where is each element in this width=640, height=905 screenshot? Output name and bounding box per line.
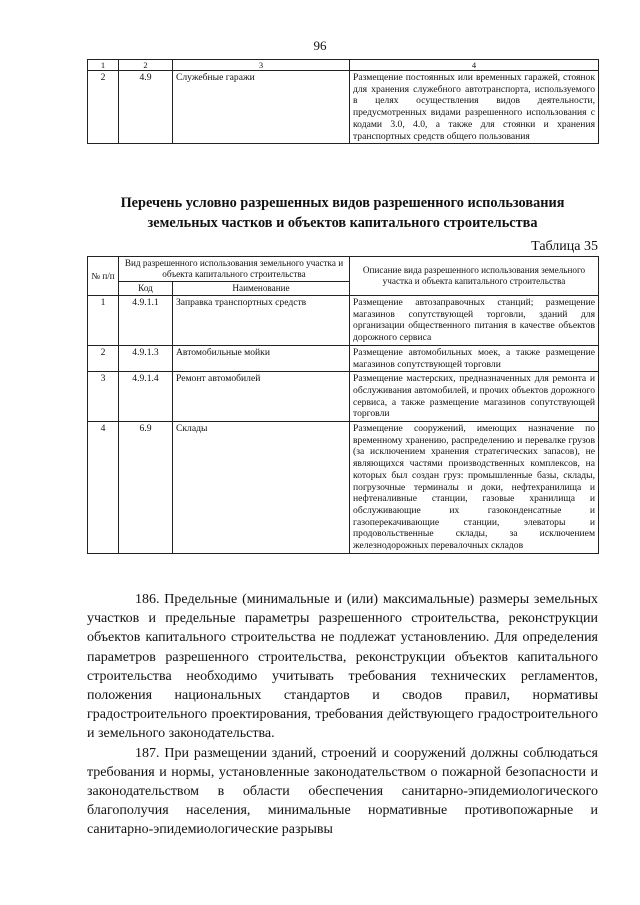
table-row bbox=[88, 296, 599, 346]
column-number: 4 bbox=[350, 60, 599, 71]
table-header-row bbox=[88, 257, 599, 282]
header-description: Описание вида разрешенного использования земельного участка и объекта капитального строительства bbox=[350, 257, 599, 296]
row-number: 1 bbox=[88, 296, 119, 346]
table-column-numbers bbox=[88, 60, 599, 71]
row-code: 6.9 bbox=[119, 422, 173, 554]
table-conditional-uses bbox=[87, 256, 599, 554]
header-code: Код bbox=[119, 282, 173, 296]
row-number: 4 bbox=[88, 422, 119, 554]
row-code: 4.9.1.3 bbox=[119, 345, 173, 371]
header-no: № п/п bbox=[88, 257, 119, 296]
row-name: Автомобильные мойки bbox=[173, 345, 350, 371]
table-label: Таблица 35 bbox=[531, 239, 598, 254]
row-name: Служебные гаражи bbox=[173, 71, 350, 144]
row-description: Размещение мастерских, предназначенных для ремонта и обслуживания автомобилей, и прочих объектов дорожного сервиса, а также размещение магазинов сопутствующей торговли bbox=[350, 372, 599, 422]
row-description: Размещение автомобильных моек, а также размещение магазинов сопутствующей торговли bbox=[350, 345, 599, 371]
row-number: 2 bbox=[88, 71, 119, 144]
row-name: Склады bbox=[173, 422, 350, 554]
body-text bbox=[87, 590, 598, 840]
row-code: 4.9.1.4 bbox=[119, 372, 173, 422]
header-name: Наименование bbox=[173, 282, 350, 296]
row-name: Заправка транспортных средств bbox=[173, 296, 350, 346]
row-description: Размещение сооружений, имеющих назначение по временному хранению, распределению и перевалке грузов (за исключением хранения стратегических запасов), не являющихся частями производственных комплексов, на которых был создан груз: промышленные базы, склады, погрузочные терминалы и доки, нефтехранилища и нефтеналивные станции, газовые хранилища и обслуживающие их газоконденсатные и газоперекачивающие станции, элеваторы и продовольственные склады, за исключением железнодорожных перевалочных складов bbox=[350, 422, 599, 554]
column-number: 1 bbox=[88, 60, 119, 71]
header-kind: Вид разрешенного использования земельного участка и объекта капитального строительства bbox=[119, 257, 350, 282]
paragraph-187: 187. При размещении зданий, строений и сооружений должны соблюдаться требования и нормы, установленные законодательством о пожарной безопасности и законодательством в области обеспечения санитарно-эпидемиологического благополучия населения, минимальные нормативные противопожарные и санитарно-эпидемиологические разрывы bbox=[87, 745, 598, 838]
table-row bbox=[88, 422, 599, 554]
table-row bbox=[88, 372, 599, 422]
column-number: 3 bbox=[173, 60, 350, 71]
row-description: Размещение автозаправочных станций; размещение магазинов сопутствующей торговли, зданий для организации общественного питания в качестве объектов дорожного сервиса bbox=[350, 296, 599, 346]
row-code: 4.9 bbox=[119, 71, 173, 144]
table-continued bbox=[87, 59, 599, 144]
row-code: 4.9.1.1 bbox=[119, 296, 173, 346]
column-number: 2 bbox=[119, 60, 173, 71]
table-row bbox=[88, 71, 599, 144]
row-name: Ремонт автомобилей bbox=[173, 372, 350, 422]
section-title: Перечень условно разрешенных видов разрешенного использования земельных частков и объектов капитального строительства bbox=[120, 195, 565, 231]
paragraph-186: 186. Предельные (минимальные и (или) максимальные) размеры земельных участков и предельные параметры разрешенного строительства, реконструкции объектов капитального строительства не подлежат установлению. Для определения параметров разрешенного строительства, реконструкции объектов капитального строительства необходимо учитывать требования технических регламентов, положения национальных стандартов и сводов правил, нормативы градостроительного проектирования, требования действующего градостроительного и земельного законодательства. bbox=[87, 592, 598, 742]
row-description: Размещение постоянных или временных гаражей, стоянок для хранения служебного автотранспорта, используемого в целях осуществления видов деятельности, предусмотренных видами разрешенного использования с кодами 3.0, 4.0, а также для стоянки и хранения транспортных средств общего пользования bbox=[350, 71, 599, 144]
row-number: 3 bbox=[88, 372, 119, 422]
table-row bbox=[88, 345, 599, 371]
row-number: 2 bbox=[88, 345, 119, 371]
page-number: 96 bbox=[313, 38, 327, 53]
